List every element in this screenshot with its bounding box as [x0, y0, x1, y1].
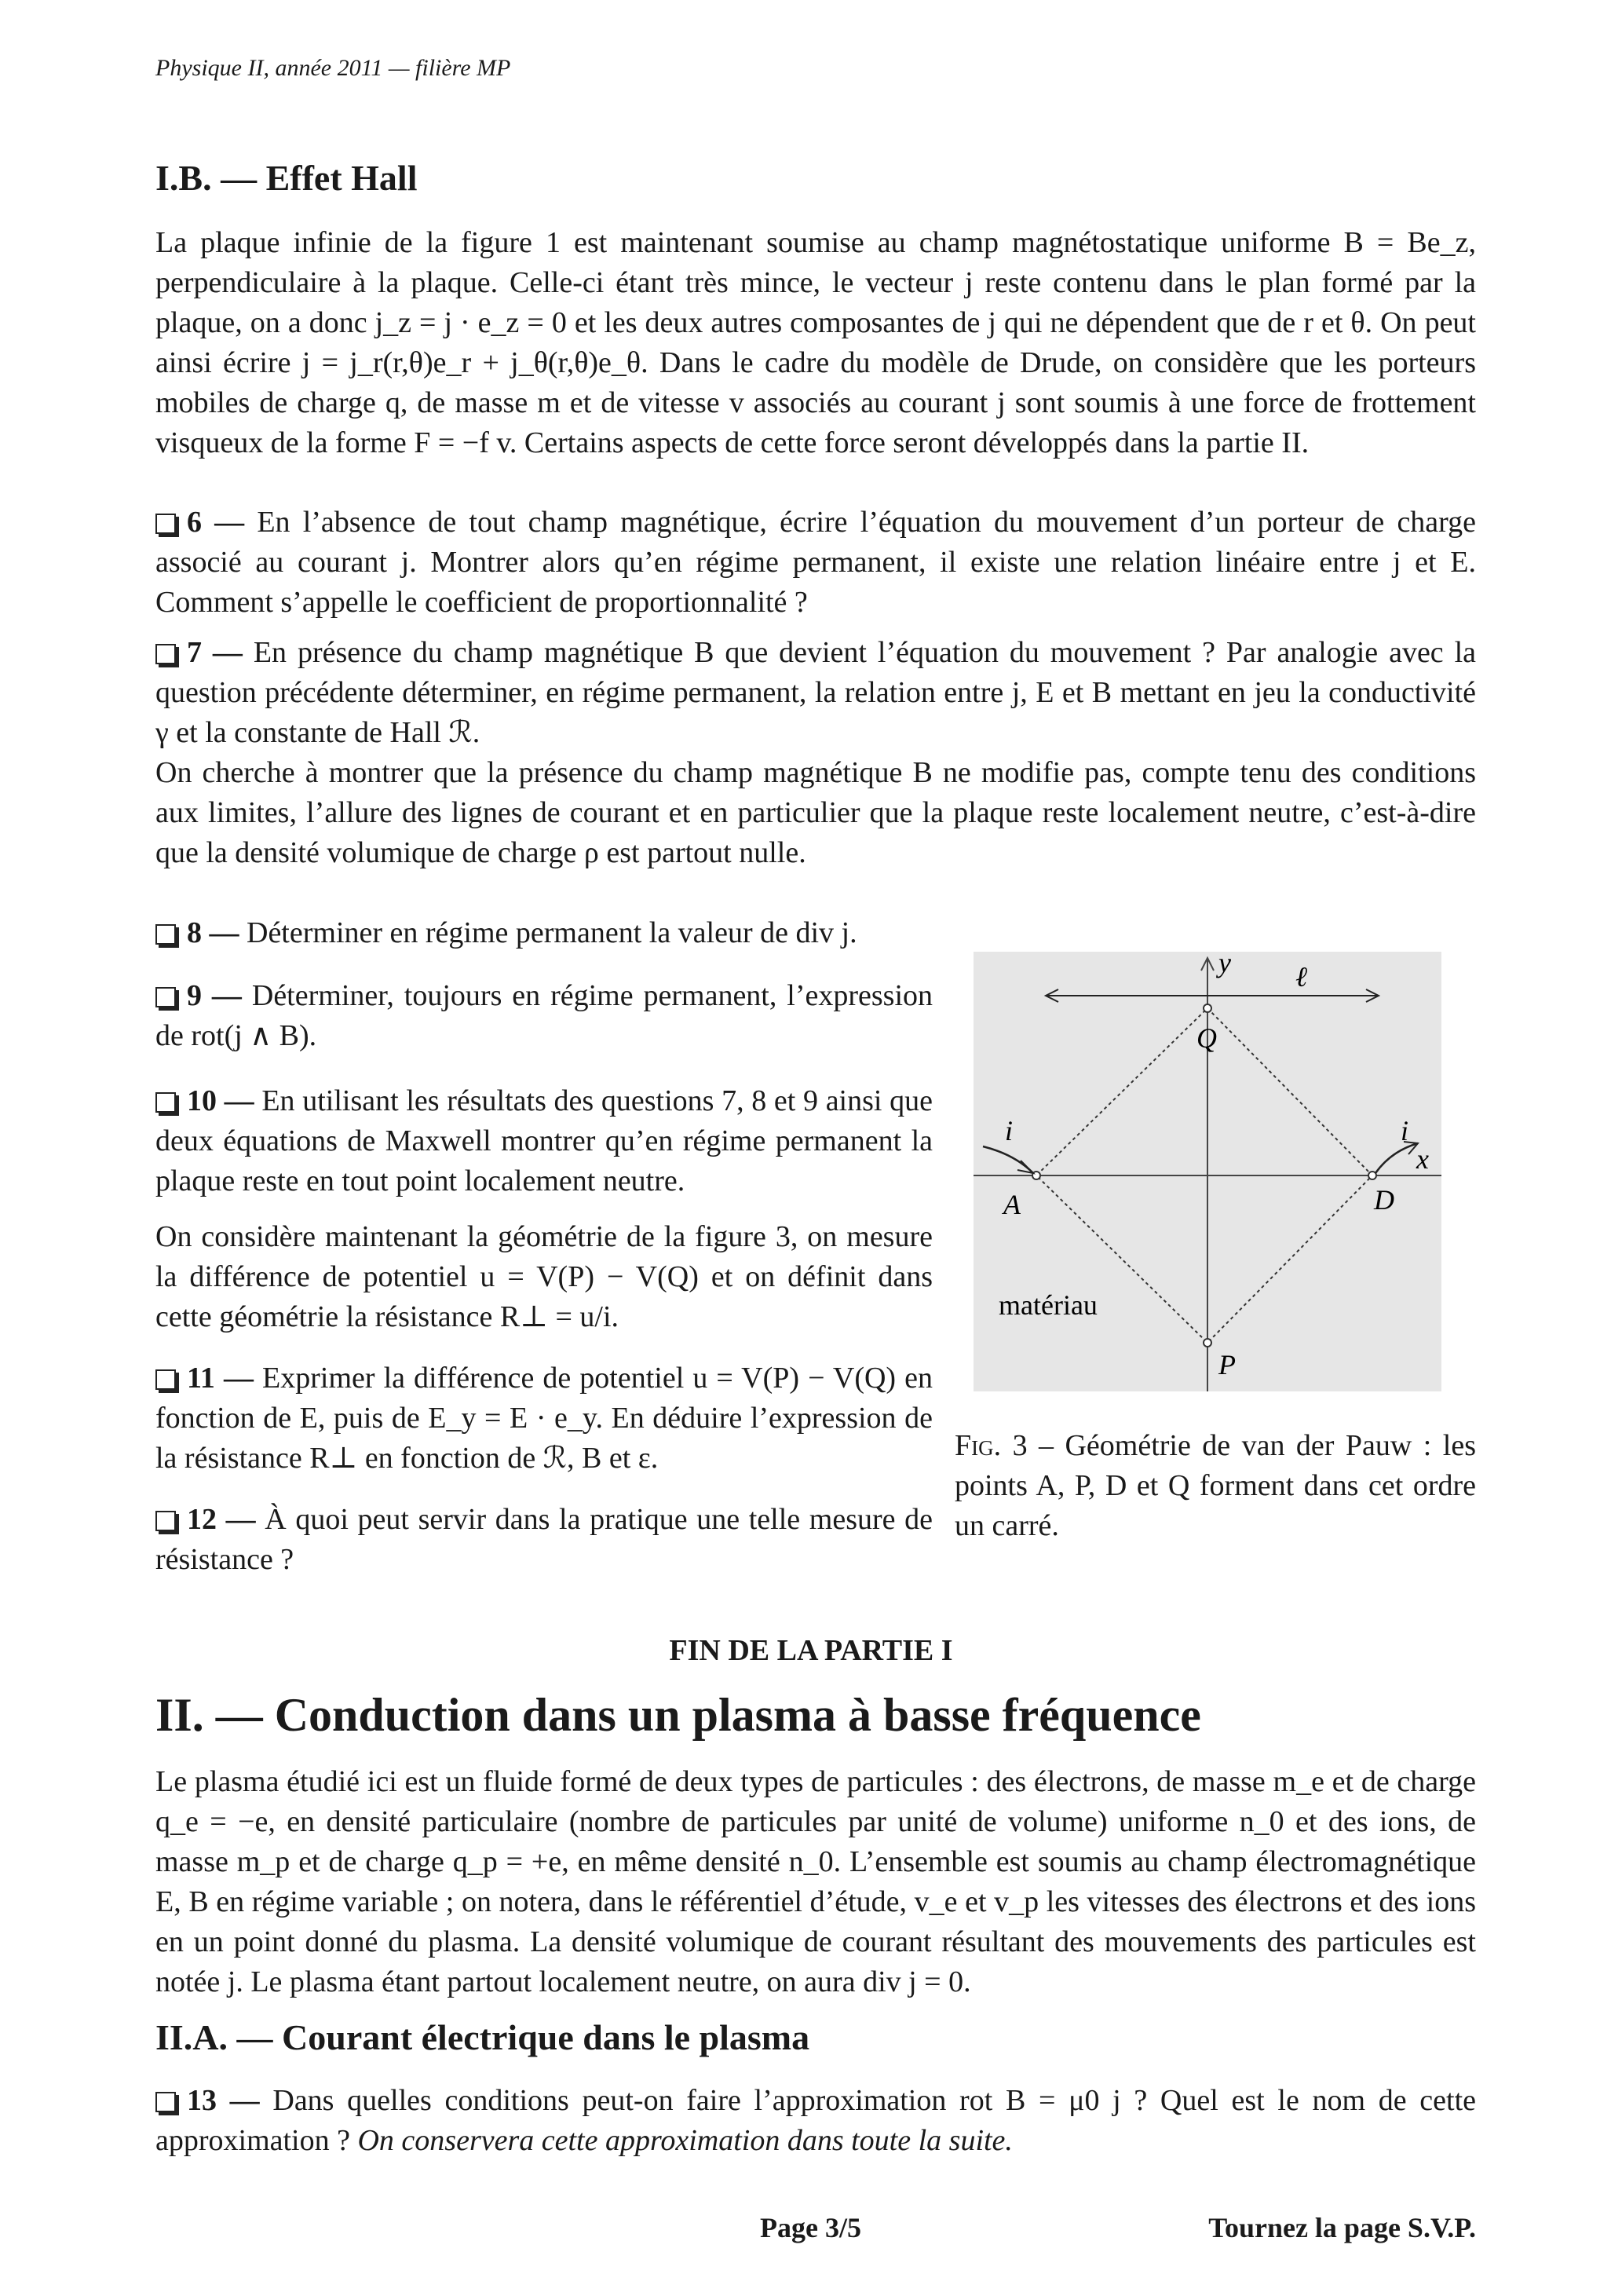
label-i-right: i [1401, 1115, 1409, 1146]
end-of-part-I: FIN DE LA PARTIE I [669, 1634, 953, 1667]
checkbox-icon [155, 1511, 176, 1531]
label-ell: ℓ [1295, 961, 1307, 993]
question-text: En l’absence de tout champ magnétique, écrire l’équation du mouvement d’un porteur de charge associé au courant j. Montrer alors qu’en régime permanent, il existe une relation linéaire entre j et E. Comment s’appelle le coefficient de proportionnalité ? [155, 506, 1477, 619]
section-IB-intro: La plaque infinie de la figure 1 est maintenant soumise au champ magnétostatique uniforme B = Be_z, perpendiculaire à la plaque. Celle-ci étant très mince, le vecteur j reste contenu dans le plan formé par la plaque, on a donc j_z = j · e_z = 0 et les deux autres composantes de j qui ne dépendent que de r et θ. On peut ainsi écrire j = j_r(r,θ)e_r + j_θ(r,θ)e_θ. Dans le cadre du modèle de Drude, on considère que les porteurs mobiles de charge q, de masse m et de vitesse v associés au courant j sont soumis à une force de frottement visqueux de la forme F = −f v. Certains aspects de cette force seront développés dans la partie II. [155, 226, 1476, 459]
checkbox-icon [155, 1369, 176, 1390]
part-II-intro: Le plasma étudié ici est un fluide formé de deux types de particules : des électrons, de masse m_e et de charge q_e = −e, en densité particulaire (nombre de particules par unité de volume) uniforme n_0 et des ions, de masse m_p et de charge q_p = +e, en même densité n_0. L’ensemble est soumis au champ électromagnétique E, B en régime variable ; on notera, dans le référentiel d’étude, v_e et v_p les vitesses des électrons et des ions en un point donné du plasma. La densité volumique de courant résultant des mouvements des particules est notée j. Le plasma étant partout localement neutre, on aura div j = 0. [155, 1765, 1476, 1998]
checkbox-icon [155, 987, 176, 1007]
label-i-left: i [1005, 1115, 1014, 1146]
question-text: Exprimer la différence de potentiel u = V(P) − V(Q) en fonction de E, puis de E_y = E · e_y. En déduire l’expression de la résistance R⊥ en fonction de ℛ, B et ε. [155, 1362, 933, 1475]
point-Q [1204, 1004, 1211, 1012]
point-P [1204, 1339, 1211, 1347]
question-number: 12 — [187, 1503, 256, 1536]
question-italic-note: On conservera cette approximation dans toute la suite. [357, 2124, 1013, 2157]
checkbox-icon [155, 644, 176, 664]
question-12 [155, 1500, 933, 1580]
question-number: 11 — [187, 1362, 254, 1395]
paragraph-geometry: On considère maintenant la géométrie de la figure 3, on mesure la différence de potentiel u = V(P) − V(Q) et on définit dans cette géométrie la résistance R⊥ = u/i. [155, 1220, 933, 1333]
label-Q: Q [1196, 1022, 1217, 1054]
question-number: 8 — [187, 916, 239, 949]
caption-text: – Géométrie de van der Pauw : les points A, P, D et Q forment dans cet ordre un carré. [955, 1429, 1476, 1542]
question-13 [155, 2081, 1476, 2161]
label-x: x [1416, 1143, 1429, 1175]
checkbox-icon [155, 2092, 176, 2112]
paragraph-neutrality: On cherche à montrer que la présence du champ magnétique B ne modifie pas, compte tenu des conditions aux limites, l’allure des lignes de courant et en particulier que la plaque reste localement neutre, c’est-à-dire que la densité volumique de charge ρ est partout nulle. [155, 756, 1476, 869]
checkbox-icon [155, 514, 176, 534]
section-title-IB: I.B. — Effet Hall [155, 158, 418, 198]
section-title-IIA: II.A. — Courant électrique dans le plasma [155, 2017, 810, 2057]
question-text: Déterminer, toujours en régime permanent, l’expression de rot(j ∧ B). [155, 979, 933, 1052]
question-number: 9 — [187, 979, 242, 1012]
question-7 [155, 633, 1476, 753]
label-material: matériau [999, 1289, 1098, 1321]
question-9 [155, 976, 933, 1056]
question-number: 7 — [187, 636, 243, 669]
question-text: Déterminer en régime permanent la valeur de div j. [247, 916, 857, 949]
label-P: P [1218, 1349, 1236, 1380]
question-text: En utilisant les résultats des questions 7, 8 et 9 ainsi que deux équations de Maxwell montrer qu’en régime permanent la plaque reste en tout point localement neutre. [155, 1084, 933, 1197]
question-number: 13 — [187, 2084, 260, 2117]
question-number: 6 — [187, 506, 245, 539]
figure-3-diagram [974, 952, 1441, 1391]
question-text: Dans quelles conditions peut-on faire l’approximation rot B = μ0 j ? Quel est le nom de cette approximation ? [155, 2084, 1476, 2157]
current-in-wire [983, 1146, 1033, 1173]
question-10 [155, 1081, 933, 1201]
page-number: Page 3/5 [760, 2212, 861, 2243]
current-out-wire [1375, 1143, 1418, 1173]
checkbox-icon [155, 1092, 176, 1113]
turn-page-note: Tournez la page S.V.P. [1208, 2212, 1476, 2243]
question-number: 10 — [187, 1084, 254, 1117]
caption-prefix: Fig. 3 [955, 1429, 1028, 1462]
figure-3-caption [955, 1426, 1476, 1546]
checkbox-icon [155, 924, 176, 945]
question-text: En présence du champ magnétique B que devient l’équation du mouvement ? Par analogie avec la question précédente déterminer, en régime permanent, la relation entre j, E et B mettant en jeu la conductivité γ et la constante de Hall ℛ. [155, 636, 1477, 749]
label-D: D [1374, 1184, 1394, 1216]
running-header: Physique II, année 2011 — filière MP [155, 55, 511, 81]
question-6 [155, 503, 1476, 623]
label-A: A [1003, 1189, 1021, 1220]
figure-3-van-der-pauw [974, 952, 1441, 1391]
label-y: y [1218, 952, 1231, 978]
question-text: À quoi peut servir dans la pratique une telle mesure de résistance ? [155, 1503, 933, 1576]
question-11 [155, 1358, 933, 1479]
question-8 [155, 913, 933, 953]
part-II-title: II. — Conduction dans un plasma à basse fréquence [155, 1689, 1201, 1741]
